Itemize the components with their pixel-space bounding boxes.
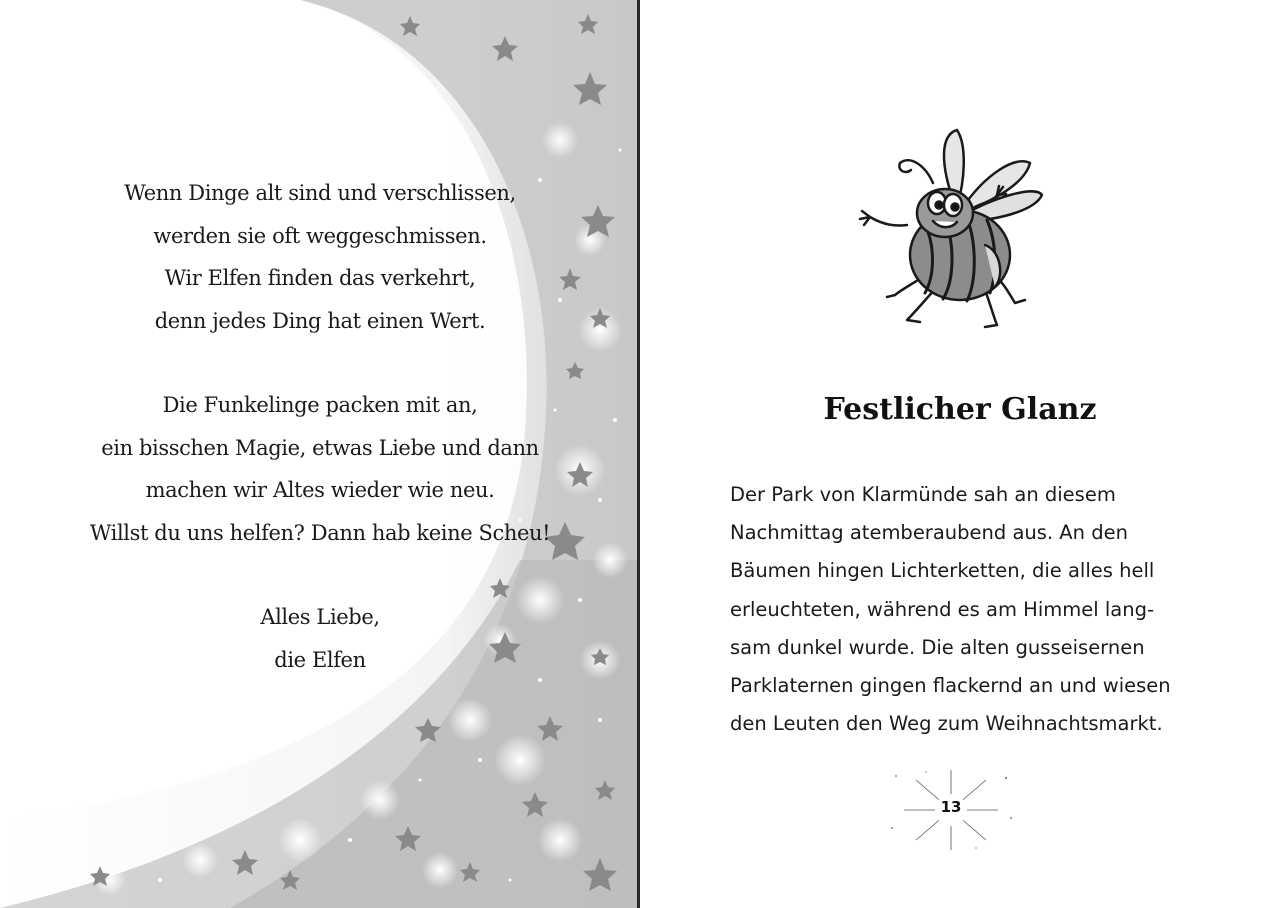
paragraph-line: sam dunkel wurde. Die alten gusseisernen xyxy=(730,635,1145,659)
poem-line: machen wir Altes wieder wie neu. xyxy=(145,478,495,502)
chapter-title: Festlicher Glanz xyxy=(823,392,1097,427)
poem-line: Die Funkelinge packen mit an, xyxy=(162,393,478,417)
poem-line: die Elfen xyxy=(274,647,366,672)
poem-line: ein bisschen Magie, etwas Liebe und dann xyxy=(101,435,539,460)
chapter-paragraph xyxy=(730,476,1210,743)
poem-line: denn jedes Ding hat einen Wert. xyxy=(154,308,486,333)
poem-line: Alles Liebe, xyxy=(260,605,380,629)
poem-line: Willst du uns helfen? Dann hab keine Scheu! xyxy=(89,520,551,545)
left-page xyxy=(0,0,638,908)
poem xyxy=(60,172,580,723)
paragraph-line: Parklaternen gingen flackernd an und wiesen xyxy=(730,674,1171,698)
poem-line: Wir Elfen finden das verkehrt, xyxy=(164,266,476,290)
right-page xyxy=(640,0,1280,908)
poem-verse-2 xyxy=(60,384,580,554)
paragraph-line: Nachmittag atemberaubend aus. An den xyxy=(730,521,1128,545)
page-number: 13 xyxy=(940,798,962,816)
poem-signoff xyxy=(60,596,580,681)
paragraph-line: Bäumen hingen Lichterketten, die alles hell xyxy=(730,559,1155,583)
poem-line: Wenn Dinge alt sind und verschlissen, xyxy=(124,181,516,205)
paragraph-line: den Leuten den Weg zum Weihnachtsmarkt. xyxy=(730,712,1163,736)
poem-verse-1 xyxy=(60,172,580,342)
paragraph-line: erleuchteten, während es am Himmel lang- xyxy=(730,597,1155,621)
page-number-ornament xyxy=(886,768,1016,852)
paragraph-line: Der Park von Klarmünde sah an diesem xyxy=(730,483,1116,506)
poem-line: werden sie oft weggeschmissen. xyxy=(153,223,487,248)
firefly-illustration-icon xyxy=(845,125,1045,335)
